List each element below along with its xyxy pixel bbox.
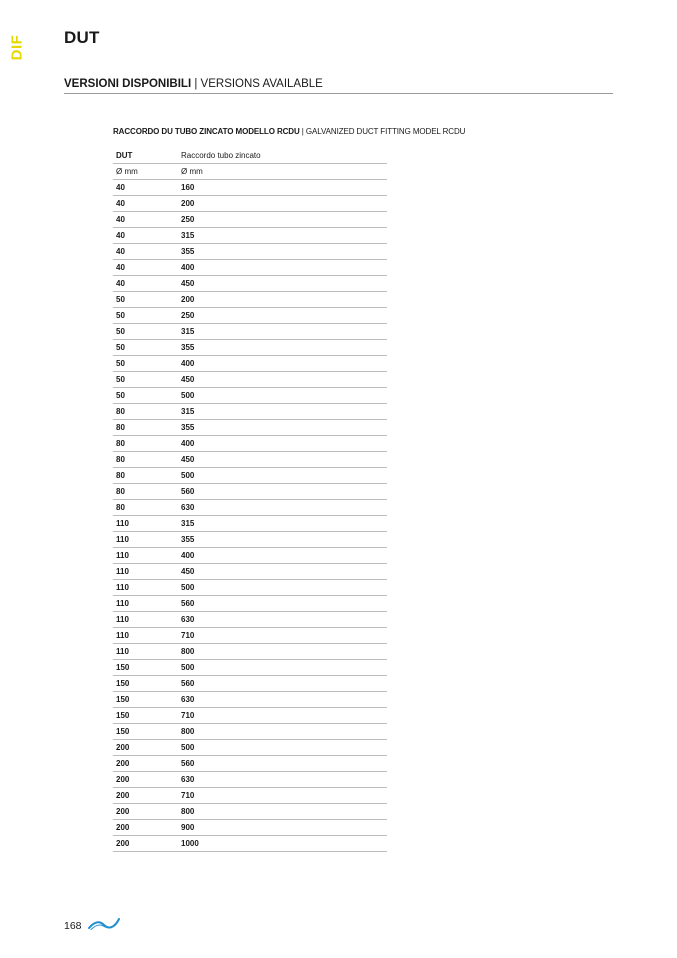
cell-dut: 80 [113, 468, 178, 484]
table-title-en: | GALVANIZED DUCT FITTING MODEL RCDU [299, 127, 466, 136]
cell-dut: 40 [113, 244, 178, 260]
table-row [113, 564, 387, 580]
cell-dut: 40 [113, 212, 178, 228]
table-units-row [113, 164, 387, 180]
cell-dut: 200 [113, 804, 178, 820]
side-tab-label: DIF [8, 34, 26, 60]
cell-fitting: 315 [178, 228, 387, 244]
cell-dut: 50 [113, 340, 178, 356]
cell-dut: 40 [113, 196, 178, 212]
side-tab [6, 30, 28, 64]
table-row [113, 740, 387, 756]
table-row [113, 596, 387, 612]
table-row [113, 292, 387, 308]
cell-fitting: 500 [178, 468, 387, 484]
cell-fitting: 900 [178, 820, 387, 836]
table-row [113, 372, 387, 388]
unit-fitting: Ø mm [178, 164, 387, 180]
cell-dut: 110 [113, 612, 178, 628]
cell-dut: 200 [113, 772, 178, 788]
versions-table-body [113, 148, 387, 852]
table-row [113, 324, 387, 340]
table-row [113, 276, 387, 292]
table-row [113, 548, 387, 564]
table-row [113, 788, 387, 804]
cell-fitting: 1000 [178, 836, 387, 852]
cell-dut: 110 [113, 548, 178, 564]
cell-fitting: 630 [178, 500, 387, 516]
cell-dut: 50 [113, 308, 178, 324]
cell-dut: 50 [113, 372, 178, 388]
table-row [113, 772, 387, 788]
table-row [113, 516, 387, 532]
cell-fitting: 710 [178, 788, 387, 804]
table-row [113, 420, 387, 436]
cell-dut: 150 [113, 708, 178, 724]
cell-fitting: 400 [178, 356, 387, 372]
cell-fitting: 560 [178, 484, 387, 500]
table-row [113, 628, 387, 644]
header-dut: DUT [113, 148, 178, 164]
wave-logo-icon [88, 917, 120, 931]
cell-fitting: 400 [178, 548, 387, 564]
table-row [113, 404, 387, 420]
cell-fitting: 450 [178, 276, 387, 292]
cell-dut: 110 [113, 516, 178, 532]
cell-dut: 200 [113, 756, 178, 772]
cell-dut: 40 [113, 260, 178, 276]
cell-fitting: 560 [178, 596, 387, 612]
table-row [113, 580, 387, 596]
cell-dut: 110 [113, 628, 178, 644]
table-row [113, 308, 387, 324]
cell-fitting: 710 [178, 628, 387, 644]
table-row [113, 532, 387, 548]
table-row [113, 692, 387, 708]
table-row [113, 676, 387, 692]
cell-dut: 110 [113, 532, 178, 548]
cell-fitting: 450 [178, 564, 387, 580]
cell-fitting: 400 [178, 260, 387, 276]
header-fitting: Raccordo tubo zincato [178, 148, 387, 164]
cell-dut: 80 [113, 436, 178, 452]
unit-dut: Ø mm [113, 164, 178, 180]
cell-fitting: 500 [178, 740, 387, 756]
cell-fitting: 355 [178, 420, 387, 436]
cell-dut: 50 [113, 356, 178, 372]
cell-fitting: 200 [178, 292, 387, 308]
table-row [113, 612, 387, 628]
cell-dut: 80 [113, 404, 178, 420]
cell-dut: 80 [113, 452, 178, 468]
table-row [113, 820, 387, 836]
table-row [113, 388, 387, 404]
versions-table [113, 148, 387, 852]
section-heading-en: | VERSIONS AVAILABLE [191, 78, 323, 90]
cell-fitting: 630 [178, 612, 387, 628]
page-number: 168 [64, 920, 82, 932]
cell-fitting: 500 [178, 580, 387, 596]
table-row [113, 756, 387, 772]
cell-fitting: 560 [178, 756, 387, 772]
table-title-it: RACCORDO DU TUBO ZINCATO MODELLO RCDU [113, 127, 300, 136]
cell-dut: 110 [113, 564, 178, 580]
cell-dut: 150 [113, 660, 178, 676]
table-row [113, 484, 387, 500]
cell-fitting: 630 [178, 692, 387, 708]
cell-fitting: 560 [178, 676, 387, 692]
cell-fitting: 315 [178, 324, 387, 340]
table-row [113, 340, 387, 356]
cell-dut: 150 [113, 676, 178, 692]
cell-fitting: 800 [178, 724, 387, 740]
page-title: DUT [64, 28, 100, 47]
table-row [113, 180, 387, 196]
table-row [113, 660, 387, 676]
cell-dut: 80 [113, 500, 178, 516]
cell-dut: 200 [113, 836, 178, 852]
table-row [113, 836, 387, 852]
table-header-row [113, 148, 387, 164]
cell-dut: 50 [113, 292, 178, 308]
cell-dut: 110 [113, 596, 178, 612]
cell-fitting: 800 [178, 644, 387, 660]
cell-fitting: 450 [178, 452, 387, 468]
table-title [113, 127, 465, 136]
table-row [113, 436, 387, 452]
section-heading-it: VERSIONI DISPONIBILI [64, 78, 192, 90]
table-row [113, 260, 387, 276]
cell-fitting: 200 [178, 196, 387, 212]
table-row [113, 500, 387, 516]
cell-fitting: 800 [178, 804, 387, 820]
cell-dut: 200 [113, 788, 178, 804]
cell-dut: 40 [113, 180, 178, 196]
cell-fitting: 355 [178, 532, 387, 548]
table-row [113, 708, 387, 724]
cell-fitting: 450 [178, 372, 387, 388]
cell-dut: 50 [113, 324, 178, 340]
cell-fitting: 710 [178, 708, 387, 724]
table-row [113, 244, 387, 260]
cell-dut: 150 [113, 724, 178, 740]
section-heading [64, 78, 613, 94]
table-row [113, 724, 387, 740]
cell-dut: 110 [113, 644, 178, 660]
table-row [113, 644, 387, 660]
cell-dut: 40 [113, 228, 178, 244]
table-row [113, 212, 387, 228]
cell-dut: 80 [113, 420, 178, 436]
cell-dut: 80 [113, 484, 178, 500]
cell-dut: 40 [113, 276, 178, 292]
cell-fitting: 500 [178, 660, 387, 676]
cell-dut: 150 [113, 692, 178, 708]
cell-fitting: 315 [178, 404, 387, 420]
cell-fitting: 400 [178, 436, 387, 452]
cell-dut: 200 [113, 820, 178, 836]
table-row [113, 196, 387, 212]
cell-dut: 200 [113, 740, 178, 756]
cell-fitting: 250 [178, 212, 387, 228]
cell-fitting: 355 [178, 340, 387, 356]
cell-fitting: 315 [178, 516, 387, 532]
table-row [113, 468, 387, 484]
table-row [113, 356, 387, 372]
cell-dut: 50 [113, 388, 178, 404]
cell-dut: 110 [113, 580, 178, 596]
cell-fitting: 355 [178, 244, 387, 260]
cell-fitting: 250 [178, 308, 387, 324]
cell-fitting: 160 [178, 180, 387, 196]
cell-fitting: 630 [178, 772, 387, 788]
table-row [113, 228, 387, 244]
table-row [113, 804, 387, 820]
cell-fitting: 500 [178, 388, 387, 404]
table-row [113, 452, 387, 468]
